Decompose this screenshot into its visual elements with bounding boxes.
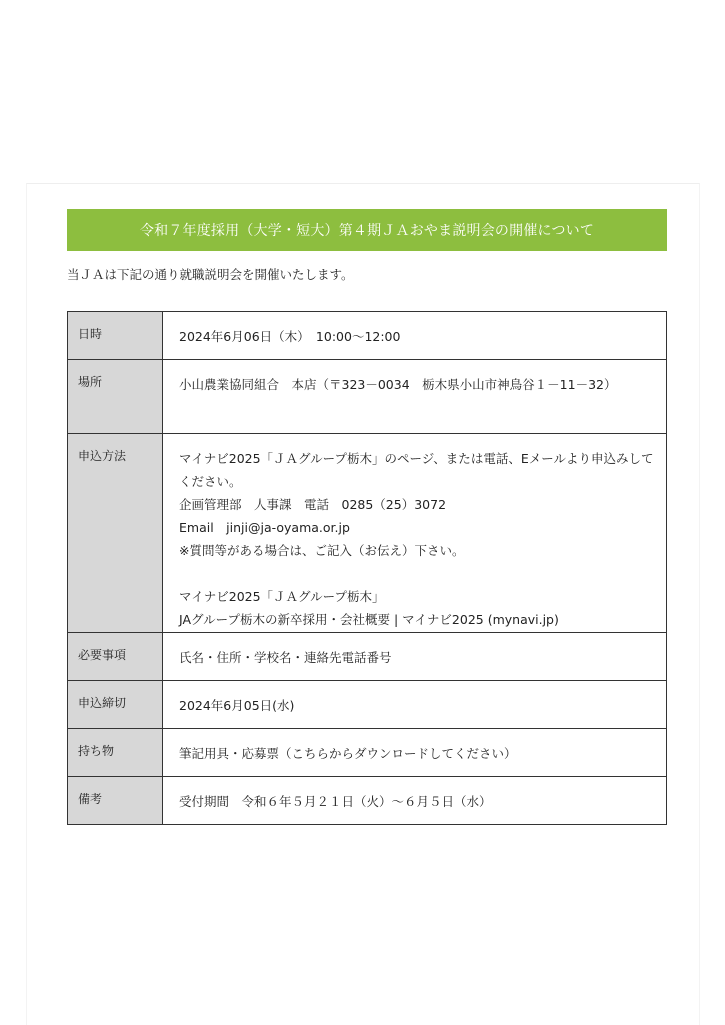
label-remarks: 備考 (68, 777, 163, 825)
datetime-text: 2024年6月06日（木） 10:00～12:00 (179, 329, 401, 344)
table-row-requirements (68, 633, 667, 681)
table-row-venue (68, 360, 667, 434)
value-belongings (163, 729, 667, 777)
intro-text: 当ＪＡは下記の通り就職説明会を開催いたします。 (67, 267, 354, 282)
label-requirements: 必要事項 (68, 633, 163, 681)
label-venue: 場所 (68, 360, 163, 434)
label-belongings: 持ち物 (68, 729, 163, 777)
application-note: ※質問等がある場合は、ご記入（お伝え）下さい。 (179, 543, 465, 558)
value-venue (163, 360, 667, 434)
value-requirements (163, 633, 667, 681)
requirements-text: 氏名・住所・学校名・連絡先電話番号 (179, 650, 392, 665)
application-instructions: マイナビ2025「ＪＡグループ栃木」のページ、または電話、Eメールより申込みしてください。 (179, 451, 654, 489)
info-table (67, 311, 667, 825)
table-row-datetime (68, 312, 667, 360)
table-row-belongings (68, 729, 667, 777)
value-datetime (163, 312, 667, 360)
mynavi-link[interactable]: JAグループ栃木の新卒採用・会社概要 | マイナビ2025 (mynavi.jp) (179, 612, 559, 627)
value-application (163, 434, 667, 633)
deadline-text: 2024年6月05日(水) (179, 698, 295, 713)
venue-text: 小山農業協同組合 本店（〒323－0034 栃木県小山市神鳥谷１－11－32） (179, 377, 617, 392)
table-row-application (68, 434, 667, 633)
table-row-deadline (68, 681, 667, 729)
label-datetime: 日時 (68, 312, 163, 360)
remarks-text: 受付期間 令和６年５月２１日（火）～６月５日（水） (179, 794, 492, 809)
page-title: 令和７年度採用（大学・短大）第４期ＪＡおやま説明会の開催について (67, 209, 667, 251)
spacer (179, 562, 656, 585)
table-row-remarks (68, 777, 667, 825)
application-phone: 企画管理部 人事課 電話 0285（25）3072 (179, 497, 447, 512)
belongings-text[interactable]: 筆記用具・応募票（こちらからダウンロードしてください） (179, 746, 517, 761)
application-email[interactable]: Email jinji@ja-oyama.or.jp (179, 520, 350, 535)
mynavi-label: マイナビ2025「ＪＡグループ栃木」 (179, 589, 385, 604)
value-remarks (163, 777, 667, 825)
label-deadline: 申込締切 (68, 681, 163, 729)
value-deadline (163, 681, 667, 729)
label-application: 申込方法 (68, 434, 163, 633)
